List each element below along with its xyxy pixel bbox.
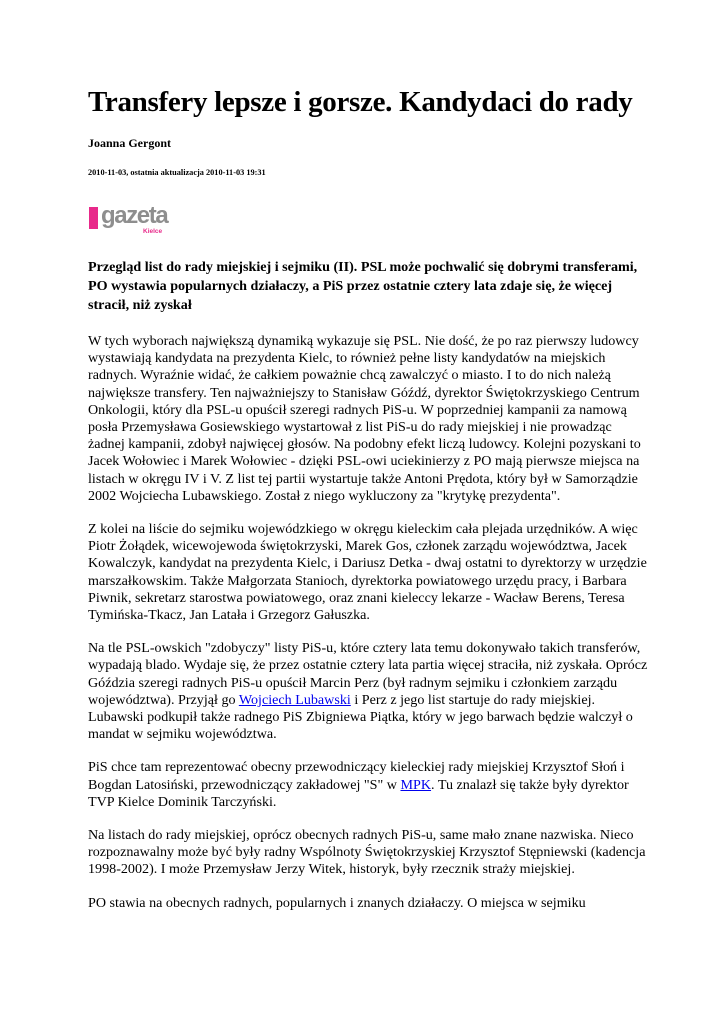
paragraph-4 <box>88 759 648 811</box>
logo-bar <box>89 207 98 229</box>
paragraph-3-text-a: Na tle PSL-owskich "zdobyczy" listy PiS-u, które cztery lata temu dokonywało takich transferów, wypadają blado. Wydaje się, że przez ostatnie cztery lata partia więcej straciła, niż zyskała. Oprócz Góździa szeregi radnych PiS-u opuścił Marcin Perz (był radnym sejmiku i członkiem zarządu województwa). Przyjął go <box>88 640 648 708</box>
paragraph-4-text-a: PiS chce tam reprezentować obecny przewodniczący kieleckiej rady miejskiej Krzysztof Słoń i Bogdan Latosiński, przewodniczący zakładowej "S" w <box>88 759 625 793</box>
logo-word: gazeta <box>101 202 168 229</box>
paragraph-3 <box>88 640 648 743</box>
paragraph-2: Z kolei na liście do sejmiku wojewódzkiego w okręgu kieleckim cała plejada urzędników. A więc Piotr Żołądek, wicewojewoda świętokrzyski, Marek Gos, członek zarządu województwa, Jacek Kowalczyk, kandydat na prezydenta Kielc, i Dariusz Detka - dwaj ostatni to dyrektorzy w urzędzie marszałkowskim. Także Małgorzata Stanioch, dyrektorka powiatowego urzędu pracy, i Barbara Piwnik, sekretarz starostwa powiatowego, oraz znani kieleccy lekarze - Wacław Berens, Teresa Tymińska-Tkacz, Jan Latała i Grzegorz Gałuszka. <box>88 521 647 624</box>
paragraph-6: PO stawia na obecnych radnych, popularnych i znanych działaczy. O miejsca w sejmiku <box>88 894 586 911</box>
paragraph-1: W tych wyborach największą dynamiką wykazuje się PSL. Nie dość, że po raz pierwszy ludowcy wystawiają kandydata na prezydenta Kielc, to również pełne listy kandydatów na miejskich radnych. Wyraźnie widać, że całkiem poważnie chcą zawalczyć o miasto. I to do nich należą największe transfery. Ten najważniejszy to Stanisław Góźdź, dyrektor Świętokrzyskiego Centrum Onkologii, który dla PSL-u opuścił szeregi radnych PiS-u. W poprzedniej kampanii za namową posła Przemysława Gosiewskiego wystartował z list PiS-u do rady miejskiej i nie prowadząc żadnej kampanii, zdobył najwięcej głosów. Na podobny efekt liczą ludowcy. Kolejni pozyskani to Jacek Wołowiec i Marek Wołowiec - dzięki PSL-owi uciekinierzy z PO mają pierwsze miejsca na listach w okręgu IV i V. Z list tej partii wystartuje także Antoni Prędota, który był w Samorządzie 2002 Wojciecha Lubawskiego. Został z niego wykluczony za "krytykę prezydenta". <box>88 333 641 504</box>
link-wojciech-lubawski[interactable]: Wojciech Lubawski <box>238 691 351 708</box>
article-title: Transfery lepsze i gorsze. Kandydaci do rady <box>88 86 633 118</box>
article-dateline: 2010-11-03, ostatnia aktualizacja 2010-11-03 19:31 <box>88 168 266 177</box>
paragraph-3-text-b: i Perz z jego list startuje do rady miejskiej. Lubawski podkupił także radnego PiS Zbigniewa Piątka, który w jego barwach będzie walczył o mandat w sejmiku województwa. <box>88 691 633 743</box>
paragraph-5: Na listach do rady miejskiej, oprócz obecnych radnych PiS-u, same mało znane nazwiska. Nieco rozpoznawalny może być były radny Wspólnoty Świętokrzyskiej Krzysztof Stępniewski (kadencja 1998-2002). I może Przemysław Jerzy Witek, historyk, były rzecznik straży miejskiej. <box>88 827 646 878</box>
link-mpk[interactable]: MPK <box>400 776 432 793</box>
article <box>88 84 648 912</box>
logo-city: Kielce <box>143 228 163 235</box>
author-name: Joanna Gergont <box>88 136 172 150</box>
article-lead: Przegląd list do rady miejskiej i sejmiku (II). PSL może pochwalić się dobrymi transferami, PO wystawia popularnych działaczy, a PiS przez ostatnie cztery lata zdaje się, że więcej stracił, niż zyskał <box>88 259 638 313</box>
gazeta-kielce-logo <box>88 202 168 238</box>
paragraph-4-text-b: . Tu znalazł się także były dyrektor TVP Kielce Dominik Tarczyński. <box>88 776 629 810</box>
